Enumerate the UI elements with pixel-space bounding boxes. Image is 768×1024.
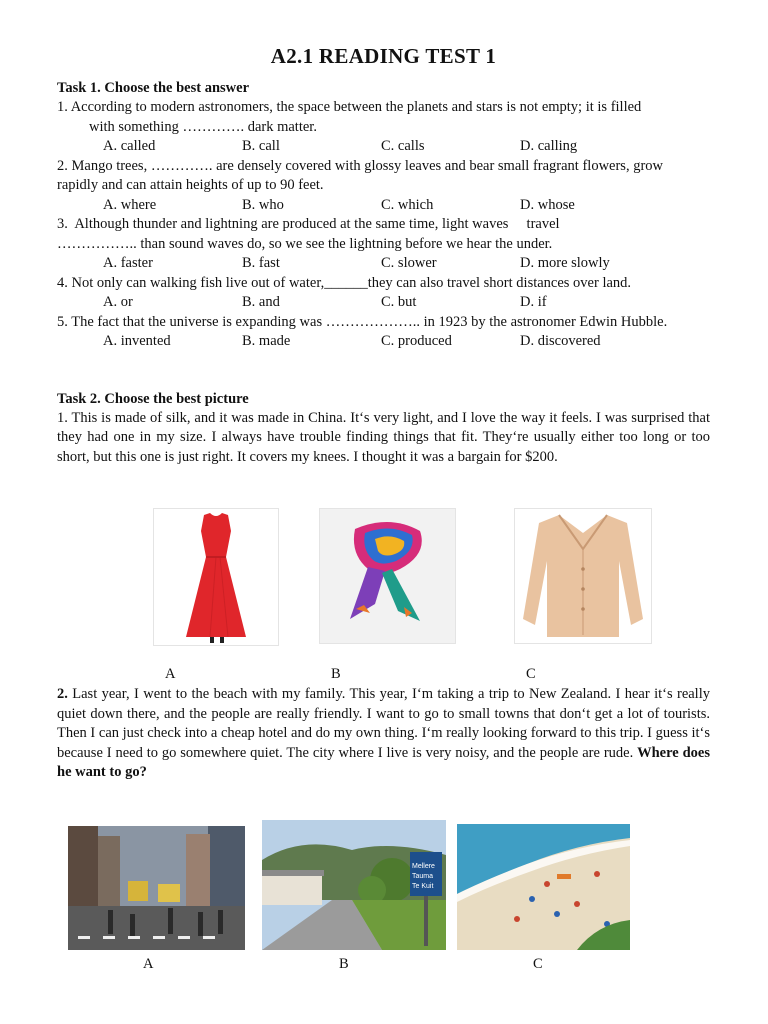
option-d[interactable]: D. discovered (520, 333, 601, 349)
sign-text-2: Tauma (412, 873, 434, 880)
option-b[interactable]: B. and (242, 294, 280, 310)
question-text: 1. According to modern astronomers, the space between the planets and stars is not empty; it is filled (57, 99, 642, 115)
option-c[interactable]: C. produced (381, 333, 452, 349)
quiet-small-town-picture[interactable] (262, 820, 446, 950)
task2-question-2-text (57, 685, 710, 783)
option-d[interactable]: D. more slowly (520, 255, 610, 271)
sign-text-1: Mellere (412, 863, 435, 870)
sign-text-3: Te Kuit (412, 883, 434, 890)
question-text: 3. Although thunder and lightning are produced at the same time, light waves travel (57, 216, 560, 232)
crowded-beach-picture[interactable] (457, 824, 630, 950)
option-a[interactable]: A. faster (103, 255, 153, 271)
task1-question-2 (57, 157, 710, 216)
question-text: 2. Mango trees, …………. are densely covered with glossy leaves and bear small fragrant flowers, grow (57, 157, 663, 174)
option-a[interactable]: A. called (103, 138, 156, 154)
option-b[interactable]: B. made (242, 333, 291, 349)
option-c[interactable]: C. slower (381, 255, 437, 271)
q2-body: Last year, I went to the beach with my family. This year, I‘m taking a trip to New Zealand. I hear it‘s really quiet down there, and the people are really friendly. I want to go to small towns that don‘t get a lot of tourists. Then I can just check into a cheap hotel and do my own thing. I‘m really looking forward to this trip. I guess it‘s because I need to go somewhere quiet. The city where I live is very noisy, and the people are rude. (57, 686, 710, 761)
task1-question-3 (57, 215, 710, 274)
silk-blouse-picture[interactable] (514, 508, 652, 644)
question-text-cont: …………….. than sound waves do, so we see the lightning before we hear the under. (57, 235, 553, 252)
busy-city-street-picture[interactable] (68, 826, 245, 950)
q2-label-c: C (533, 956, 543, 972)
red-dress-picture[interactable] (153, 508, 279, 646)
option-d[interactable]: D. if (520, 294, 547, 310)
answer-options (57, 293, 710, 313)
answer-options (57, 196, 710, 216)
task1-question-4 (57, 274, 710, 313)
q2-number: 2. (57, 686, 68, 702)
option-c[interactable]: C. which (381, 196, 434, 213)
option-a[interactable]: A. or (103, 294, 133, 310)
q2-label-a: A (143, 956, 154, 972)
option-d[interactable]: D. calling (520, 138, 578, 154)
option-c[interactable]: C. calls (381, 138, 425, 154)
option-a[interactable]: A. invented (103, 333, 171, 349)
question-text-cont: with something …………. dark matter. (89, 118, 317, 135)
option-c[interactable]: C. but (381, 294, 417, 310)
task2-heading: Task 2. Choose the best picture (57, 390, 249, 407)
question-text-cont: rapidly and can attain heights of up to 90 feet. (57, 177, 324, 193)
q2-label-b: B (339, 956, 349, 972)
answer-options (57, 332, 710, 352)
q1-label-a: A (165, 666, 176, 682)
task1-question-5 (57, 313, 710, 352)
answer-options (57, 137, 710, 157)
q2-question: Where does he want to go? (57, 744, 710, 780)
question-text: 5. The fact that the universe is expanding was ……………….. in 1923 by the astronomer Edwin Hubble. (57, 313, 668, 330)
q1-label-b: B (331, 666, 341, 682)
option-b[interactable]: B. who (242, 196, 284, 213)
q1-label-c: C (526, 666, 536, 682)
option-b[interactable]: B. call (242, 138, 280, 154)
option-a[interactable]: A. where (103, 196, 157, 213)
option-d[interactable]: D. whose (520, 196, 575, 213)
answer-options (57, 254, 710, 274)
question-text: 4. Not only can walking fish live out of water,______they can also travel short distances over land. (57, 274, 632, 291)
page-title: A2.1 READING TEST 1 (270, 44, 497, 68)
task1-question-1 (57, 98, 710, 157)
task1-heading: Task 1. Choose the best answer (57, 80, 250, 96)
task2-question-1-text: 1. This is made of silk, and it was made in China. It‘s very light, and I love the way it feels. I was surprised that they had one in my size. I always have trouble finding things that fit. They‘re usually either too long or too short, but this one is just right. It covers my knees. I thought it was a bargain for $200. (57, 409, 710, 465)
silk-scarf-picture[interactable] (319, 508, 456, 644)
option-b[interactable]: B. fast (242, 255, 280, 271)
document-page (57, 40, 710, 467)
